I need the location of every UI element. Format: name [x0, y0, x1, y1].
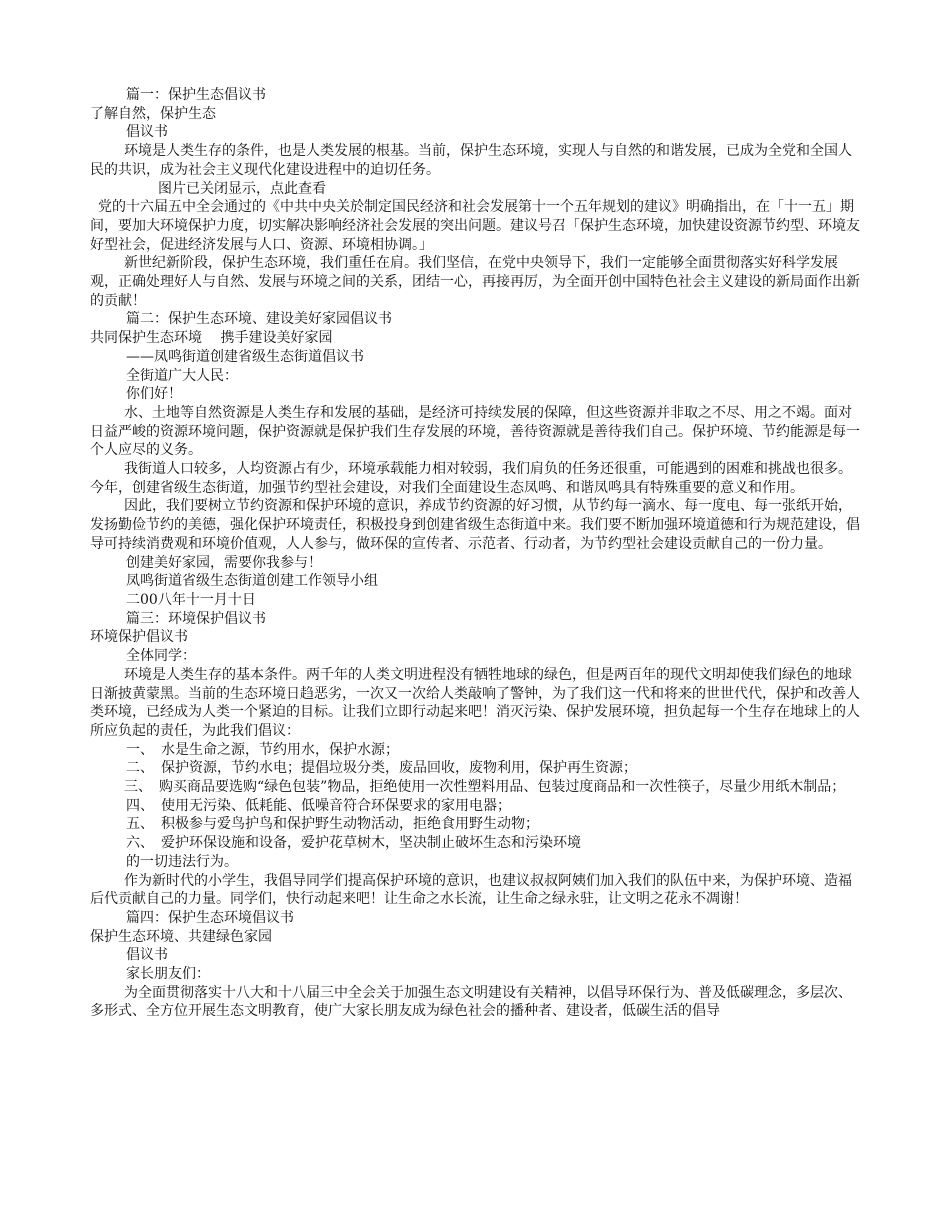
paragraph: 四、 使用无污染、低耗能、低噪音符合环保要求的家用电器；: [126, 797, 511, 814]
paragraph: 篇二：保护生态环境、建设美好家园倡议书: [126, 311, 392, 328]
paragraph: 篇三：环境保护倡议书: [126, 610, 266, 627]
paragraph: 水、土地等自然资源是人类生存和发展的基础，是经济可持续发展的保障，但这些资源并非取之不尽、用之不竭。面对日益严峻的资源环境问题，保护资源就是保护我们生存发展的环境，善待资源就是善待我们自己。保护环境、节约能源是每一个人应尽的义务。: [90, 404, 860, 459]
paragraph: 党的十六届五中全会通过的《中共中央关於制定国民经济和社会发展第十一个五年规划的建议》明确指出，在「十一五」期间，要加大环境保护力度，切实解决影响经济社会发展的突出问题。建议号召「保护生态环境，加快建设资源节约型、环境友好型社会，促进经济发展与人口、资源、环境相协调。」: [90, 199, 860, 253]
paragraph: 环境保护倡议书: [90, 629, 188, 646]
paragraph: 凤鸣街道省级生态街道创建工作领导小组: [126, 573, 378, 590]
paragraph: 图片已关闭显示，点此查看: [158, 180, 326, 197]
paragraph: 二00八年十一月十日: [126, 591, 256, 608]
paragraph: 家长朋友们：: [126, 966, 210, 983]
paragraph: 你们好！: [126, 386, 182, 403]
paragraph: 全体同学：: [126, 648, 196, 665]
paragraph: 五、 积极参与爱鸟护鸟和保护野生动物活动，拒绝食用野生动物；: [126, 816, 539, 833]
paragraph: 倡议书: [126, 124, 168, 141]
paragraph: 篇四：保护生态环境倡议书: [126, 909, 294, 926]
paragraph: 我街道人口较多，人均资源占有少，环境承载能力相对较弱，我们肩负的任务还很重，可能遇到的困难和挑战也很多。今年，创建省级生态街道，加强节约型社会建设，对我们全面建设生态凤鸣、和谐凤鸣具有特殊重要的意义和作用。: [90, 461, 852, 496]
paragraph: 环境是人类生存的条件，也是人类发展的根基。当前，保护生态环境，实现人与自然的和谐发展，已成为全党和全国人民的共识，成为社会主义现代化建设进程中的迫切任务。: [90, 143, 852, 178]
paragraph: 保护生态环境、共建绿色家园: [90, 928, 272, 945]
paragraph: 为全面贯彻落实十八大和十八届三中全会关于加强生态文明建设有关精神，以倡导环保行为、普及低碳理念，多层次、多形式、全方位开展生态文明教育，使广大家长朋友成为绿色社会的播种者、建设者，低碳生活的倡导: [90, 984, 852, 1020]
paragraph: 创建美好家园，需要你我参与！: [126, 554, 322, 571]
paragraph: 的一切违法行为。: [126, 853, 238, 870]
paragraph: 六、 爱护环保设施和设备，爱护花草树木，坚决制止破坏生态和污染环境: [126, 835, 581, 852]
paragraph: 因此，我们要树立节约资源和保护环境的意识，养成节约资源的好习惯，从节约每一滴水、每一度电、每一张纸开始，发扬勤俭节约的美德，强化保护环境责任，积极投身到创建省级生态街道中来。我们要不断加强环境道德和行为规范建设，倡导可持续消费观和环境价值观，人人参与，做环保的宣传者、示范者、行动者，为节约型社会建设贡献自己的一份力量。: [90, 498, 860, 552]
paragraph: 倡议书: [126, 947, 168, 964]
paragraph: 篇一：保护生态倡议书: [126, 87, 266, 103]
paragraph: 一、 水是生命之源，节约用水，保护水源；: [126, 741, 399, 758]
document-body: [90, 86, 860, 1021]
paragraph: 新世纪新阶段，保护生态环境，我们重任在肩。我们坚信，在党中央领导下，我们一定能够全面贯彻落实好科学发展观，正确处理好人与自然、发展与环境之间的关系，团结一心，再接再厉，为全面开创中国特色社会主义建设的新局面作出新的贡献！: [90, 255, 860, 309]
paragraph: 作为新时代的小学生，我倡导同学们提高保护环境的意识，也建议叔叔阿姨们加入我们的队伍中来，为保护环境、造福后代贡献自己的力量。同学们，快行动起来吧！让生命之水长流，让生命之绿永驻，让文明之花永不凋谢！: [90, 872, 852, 908]
paragraph: ——凤鸣街道创建省级生态街道倡议书: [126, 348, 364, 365]
paragraph: 二、 保护资源，节约水电；提倡垃圾分类，废品回收，废物利用，保护再生资源；: [126, 760, 637, 777]
paragraph: 三、 购买商品要选购“绿色包装”物品，拒绝使用一次性塑料用品、包装过度商品和一次性筷子，尽量少用纸木制品；: [124, 779, 846, 796]
paragraph: 环境是人类生存的基本条件。两千年的人类文明进程没有牺牲地球的绿色，但是两百年的现代文明却使我们绿色的地球日渐披黄蒙黑。当前的生态环境日趋恶劣，一次又一次给人类敲响了警钟，为了我们这一代和将来的世世代代，保护和改善人类环境，已经成为人类一个紧迫的目标。让我们立即行动起来吧！消灭污染、保护发展环境，担负起每一个生存在地球上的人所应负起的责任，为此我们倡议：: [90, 666, 860, 739]
paragraph: 全街道广大人民：: [126, 367, 238, 384]
paragraph: 了解自然，保护生态: [90, 105, 216, 122]
paragraph: 共同保护生态环境 携手建设美好家园: [90, 330, 333, 347]
